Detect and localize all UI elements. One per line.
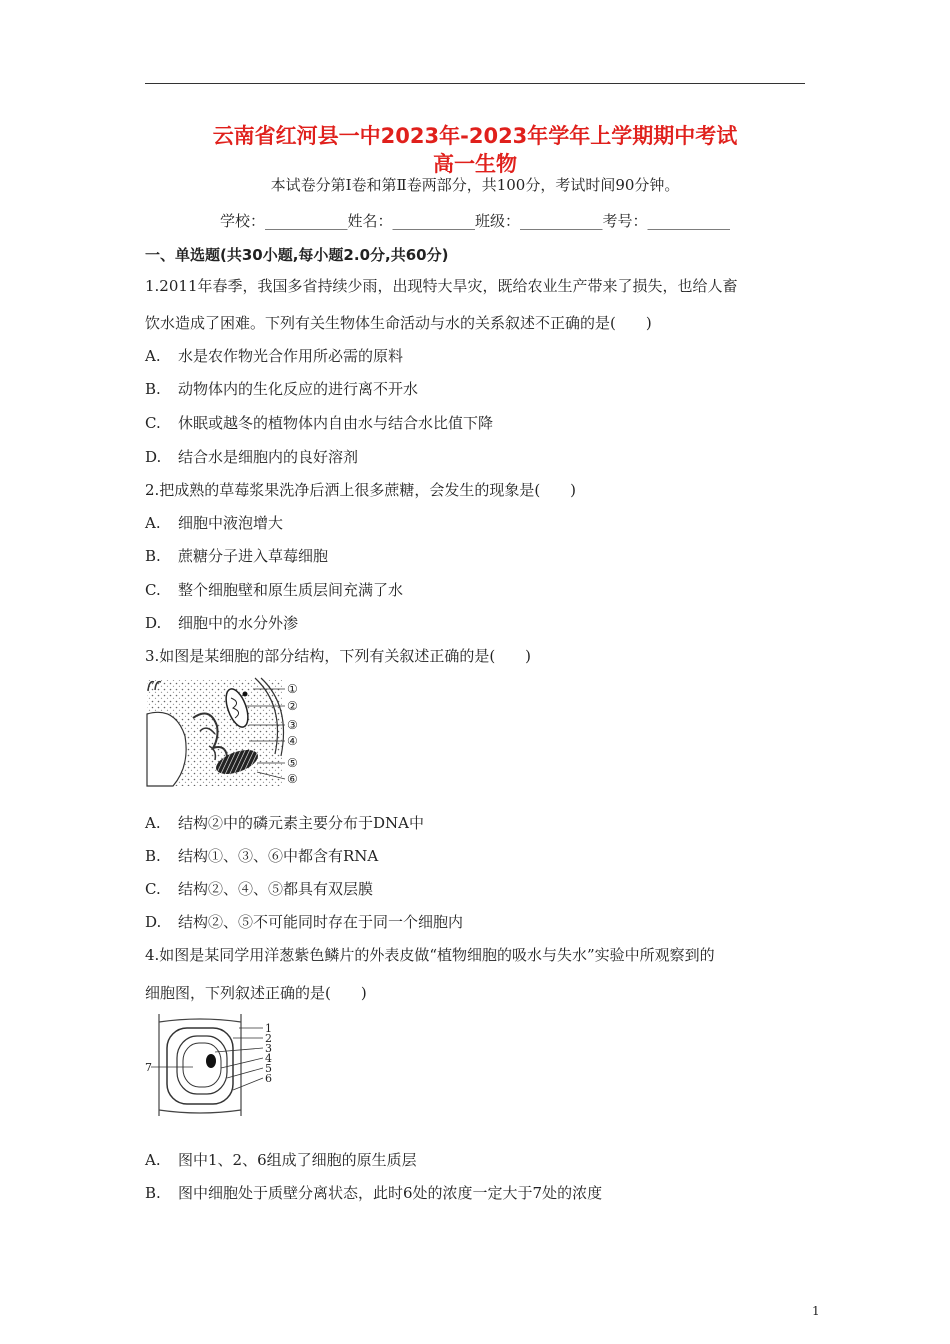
section-heading: 一、单选题(共30小题,每小题2.0分,共60分) bbox=[145, 246, 449, 264]
option-text: 结构②、⑤不可能同时存在于同一个细胞内 bbox=[178, 913, 464, 931]
option-text: 动物体内的生化反应的进行离不开水 bbox=[178, 380, 419, 398]
option-label: A. bbox=[145, 1151, 161, 1169]
fig4-label-7: 7 bbox=[145, 1061, 152, 1074]
question-3-option-b bbox=[145, 845, 378, 867]
question-1-stem-line2: 饮水造成了困难。下列有关生物体生命活动与水的关系叙述不正确的是( ) bbox=[145, 314, 652, 332]
cell-structure-figure bbox=[145, 676, 310, 790]
option-label: A. bbox=[145, 347, 161, 365]
option-label: B. bbox=[145, 847, 161, 865]
fig3-label-1: ① bbox=[287, 682, 298, 696]
option-text: 整个细胞壁和原生质层间充满了水 bbox=[178, 581, 404, 599]
question-2-option-a bbox=[145, 512, 283, 534]
question-2-option-d bbox=[145, 612, 298, 634]
option-text: 图中1、2、6组成了细胞的原生质层 bbox=[178, 1151, 417, 1169]
option-label: C. bbox=[145, 414, 161, 432]
plant-cell-plasmolysis-figure bbox=[145, 1012, 280, 1122]
option-label: D. bbox=[145, 448, 162, 466]
fig3-label-4: ④ bbox=[287, 734, 298, 748]
option-text: 蔗糖分子进入草莓细胞 bbox=[178, 547, 329, 565]
fig4-label-1: 1 bbox=[265, 1022, 272, 1035]
fig4-label-5: 5 bbox=[265, 1062, 272, 1075]
fig3-label-6: ⑥ bbox=[287, 772, 298, 786]
page-number: 1 bbox=[812, 1304, 820, 1318]
fig4-label-2: 2 bbox=[265, 1032, 272, 1045]
option-label: C. bbox=[145, 880, 161, 898]
question-2-stem: 2.把成熟的草莓浆果洗净后洒上很多蔗糖，会发生的现象是( ) bbox=[145, 481, 577, 499]
option-label: B. bbox=[145, 547, 161, 565]
question-1-option-c bbox=[145, 412, 493, 434]
question-4-option-b bbox=[145, 1182, 602, 1204]
option-text: 休眠或越冬的植物体内自由水与结合水比值下降 bbox=[178, 414, 494, 432]
fig4-label-3: 3 bbox=[265, 1042, 272, 1055]
option-label: C. bbox=[145, 581, 161, 599]
question-4-stem-line1: 4.如图是某同学用洋葱紫色鳞片的外表皮做“植物细胞的吸水与失水”实验中所观察到的 bbox=[145, 946, 715, 964]
fig4-label-6: 6 bbox=[265, 1072, 272, 1085]
question-1-option-b bbox=[145, 378, 418, 400]
question-1-option-a bbox=[145, 345, 403, 367]
option-text: 细胞中的水分外渗 bbox=[178, 614, 299, 632]
exam-info: 本试卷分第Ⅰ卷和第Ⅱ卷两部分，共100分，考试时间90分钟。 bbox=[270, 176, 680, 194]
option-text: 结构②、④、⑤都具有双层膜 bbox=[178, 880, 374, 898]
option-label: B. bbox=[145, 1184, 161, 1202]
question-3-option-c bbox=[145, 878, 373, 900]
option-text: 图中细胞处于质壁分离状态，此时6处的浓度一定大于7处的浓度 bbox=[178, 1184, 603, 1202]
option-text: 细胞中液泡增大 bbox=[178, 514, 284, 532]
question-2-option-c bbox=[145, 579, 403, 601]
exam-title: 云南省红河县一中2023年-2023年学年上学期期中考试 bbox=[212, 124, 738, 148]
question-4-stem-line2: 细胞图，下列叙述正确的是( ) bbox=[145, 984, 367, 1002]
option-label: D. bbox=[145, 614, 162, 632]
question-1-option-d bbox=[145, 446, 358, 468]
question-2-option-b bbox=[145, 545, 328, 567]
question-1-stem-line1: 1.2011年春季，我国多省持续少雨，出现特大旱灾，既给农业生产带来了损失，也给人畜 bbox=[145, 277, 738, 295]
option-label: B. bbox=[145, 380, 161, 398]
fig3-label-2: ② bbox=[287, 699, 298, 713]
option-label: A. bbox=[145, 514, 161, 532]
fig3-label-5: ⑤ bbox=[287, 756, 298, 770]
option-text: 水是农作物光合作用所必需的原料 bbox=[178, 347, 404, 365]
question-3-option-a bbox=[145, 812, 424, 834]
option-text: 结合水是细胞内的良好溶剂 bbox=[178, 448, 359, 466]
question-4-option-a bbox=[145, 1149, 417, 1171]
exam-subject: 高一生物 bbox=[433, 152, 517, 176]
header-rule bbox=[145, 83, 805, 84]
fig3-label-3: ③ bbox=[287, 718, 298, 732]
option-text: 结构①、③、⑥中都含有RNA bbox=[178, 847, 379, 865]
fig4-label-4: 4 bbox=[265, 1052, 272, 1065]
student-info-fields: 学校：___________姓名：___________班级：___________考号：___________ bbox=[219, 212, 730, 230]
option-text: 结构②中的磷元素主要分布于DNA中 bbox=[178, 814, 424, 832]
option-label: A. bbox=[145, 814, 161, 832]
question-3-stem: 3.如图是某细胞的部分结构，下列有关叙述正确的是( ) bbox=[145, 647, 532, 665]
option-label: D. bbox=[145, 913, 162, 931]
question-3-option-d bbox=[145, 911, 463, 933]
